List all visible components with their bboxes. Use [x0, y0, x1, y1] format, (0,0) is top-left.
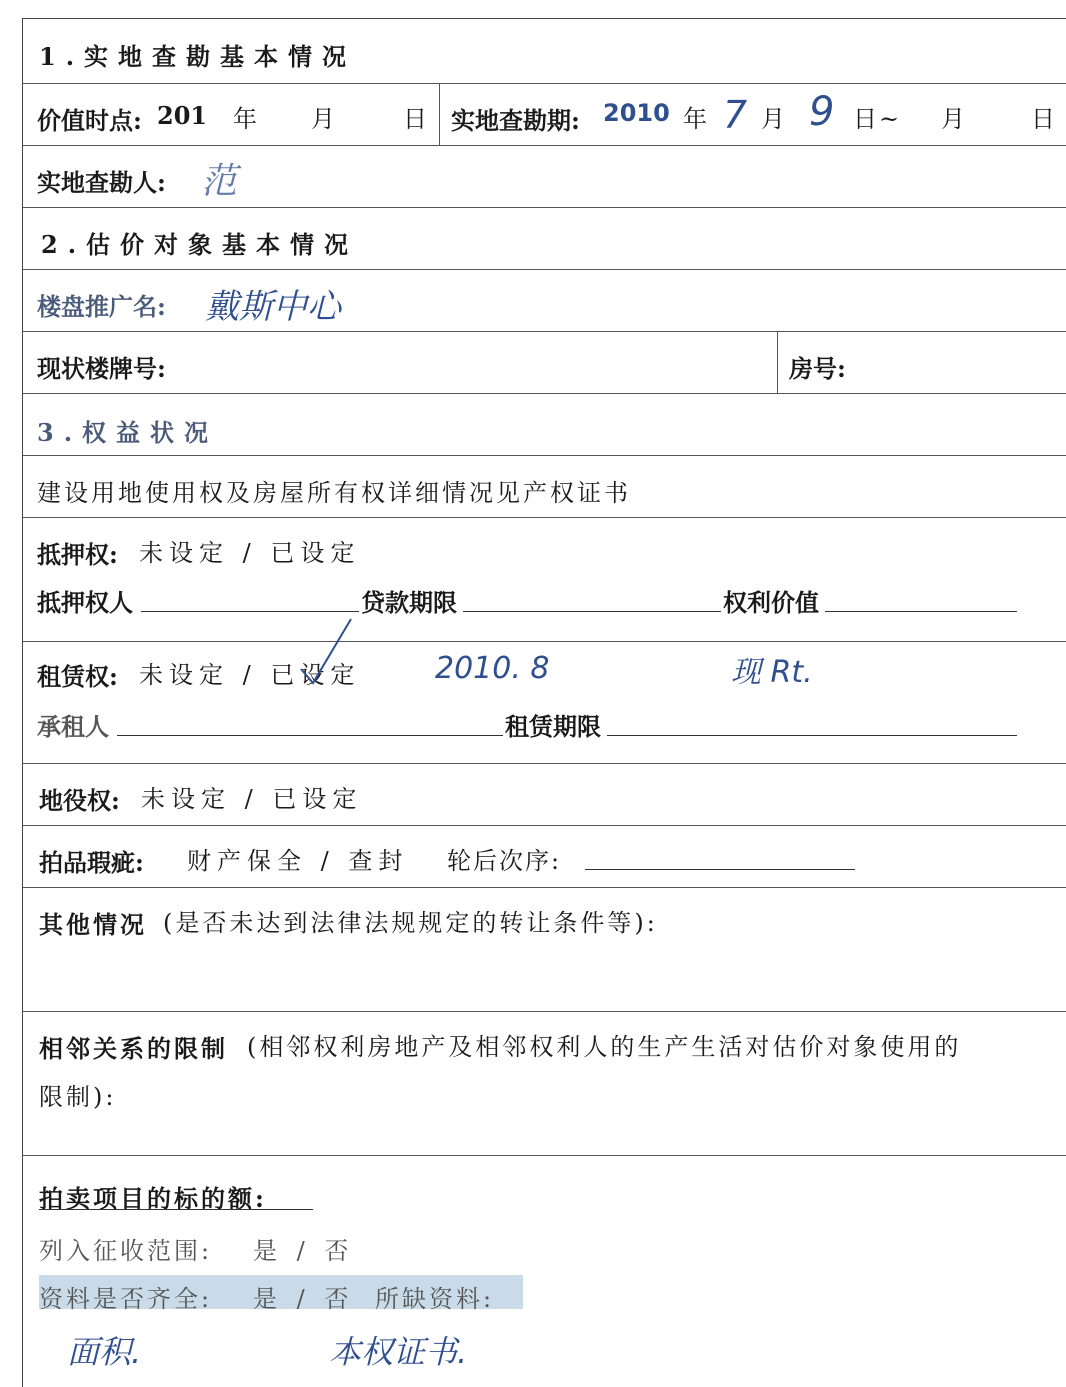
defect-row [23, 825, 1066, 888]
survey-form [22, 18, 1066, 1387]
defect-label: 拍品瑕疵: [39, 848, 144, 877]
section-2-title: 2.估价对象基本情况 [41, 230, 359, 259]
lease-note-1: 2010. 8 [435, 651, 550, 686]
lease-row [23, 641, 1066, 764]
expropriation-options: 是 / 否 [253, 1237, 355, 1265]
lessee-label: 承租人 [37, 712, 109, 741]
loan-term-label: 贷款期限 [361, 588, 457, 617]
mortgagee-line [141, 611, 359, 612]
missing-note-1: 面积. [67, 1333, 142, 1371]
auction-row [23, 1155, 1066, 1387]
survey-year-char: 年 [683, 105, 709, 133]
surveyor-row [23, 145, 1066, 208]
expropriation-label: 列入征收范围: [39, 1237, 213, 1265]
value-date-year: 年 [233, 105, 259, 133]
auction-amount-line [39, 1209, 313, 1210]
mortgage-row [23, 517, 1066, 642]
survey-end-day: 日 [1031, 105, 1057, 133]
section-2-row [23, 207, 1066, 270]
survey-day-to: 日~ [853, 105, 902, 133]
seq-line [585, 869, 855, 870]
neighbor-row [23, 1011, 1066, 1156]
mortgage-label: 抵押权: [37, 540, 118, 569]
promo-name-value: 戴斯中心 [205, 287, 341, 327]
value-date-prefix: 201 [157, 101, 208, 130]
missing-note-2: 本权证书. [329, 1333, 468, 1371]
other-note: (是否未达到法律法规规定的转让条件等): [163, 909, 658, 937]
lease-check-mark [293, 617, 363, 697]
mortgagee-label: 抵押权人 [37, 588, 133, 617]
seq-label: 轮后次序: [447, 847, 562, 875]
plate-row [23, 331, 1066, 394]
mortgage-options: 未设定 / 已设定 [139, 539, 361, 567]
docs-options: 是 / 否 [253, 1285, 355, 1313]
lease-note-2: 现 Rt. [731, 655, 813, 690]
survey-end-month: 月 [941, 105, 967, 133]
defect-options: 财产保全 / 查封 [187, 847, 409, 875]
cert-note-row [23, 455, 1066, 518]
surveyor-label: 实地查勘人: [37, 168, 166, 197]
other-label: 其他情况 [39, 910, 147, 939]
plate-divider [777, 331, 778, 393]
docs-label: 资料是否齐全: [39, 1285, 213, 1313]
right-value-line [825, 611, 1017, 612]
cert-note: 建设用地使用权及房屋所有权详细情况见产权证书 [37, 479, 631, 507]
auction-amount-label: 拍卖项目的标的额: [39, 1184, 267, 1213]
lessee-line [117, 735, 503, 736]
promo-name-label: 楼盘推广名: [37, 292, 166, 321]
easement-options: 未设定 / 已设定 [141, 785, 363, 813]
loan-term-line [463, 611, 721, 612]
plate-label: 现状楼牌号: [37, 354, 166, 383]
section-3-row [23, 393, 1066, 456]
missing-label: 所缺资料: [375, 1285, 495, 1313]
value-date-day: 日 [403, 105, 429, 133]
value-date-month: 月 [311, 105, 337, 133]
value-date-label: 价值时点: [37, 106, 142, 135]
survey-month-value: 7 [723, 93, 748, 137]
promo-name-row [23, 269, 1066, 332]
dates-divider [439, 83, 440, 145]
lease-term-label: 租赁期限 [505, 712, 601, 741]
survey-year-value: 2010 [603, 99, 670, 127]
lease-term-line [607, 735, 1017, 736]
section-1-row [23, 19, 1066, 84]
section-1-title: 1.实地查勘基本情况 [39, 42, 357, 71]
neighbor-note: (相邻权利房地产及相邻权利人的生产生活对估价对象使用的 [247, 1033, 962, 1061]
section-3-title: 3.权益状况 [37, 418, 219, 447]
survey-date-label: 实地查勘期: [451, 106, 580, 135]
right-value-label: 权利价值 [723, 588, 819, 617]
easement-label: 地役权: [39, 786, 120, 815]
easement-row [23, 763, 1066, 826]
survey-day-value: 9 [809, 89, 835, 135]
survey-month-char: 月 [761, 105, 787, 133]
lease-options: 未设定 / 已设定 [139, 661, 361, 689]
other-row [23, 887, 1066, 1012]
lease-label: 租赁权: [37, 662, 118, 691]
room-label: 房号: [789, 354, 846, 383]
surveyor-signature: 范 [201, 161, 238, 202]
dates-row [23, 83, 1066, 146]
neighbor-note-2: 限制): [39, 1083, 117, 1111]
neighbor-label: 相邻关系的限制 [39, 1034, 228, 1063]
